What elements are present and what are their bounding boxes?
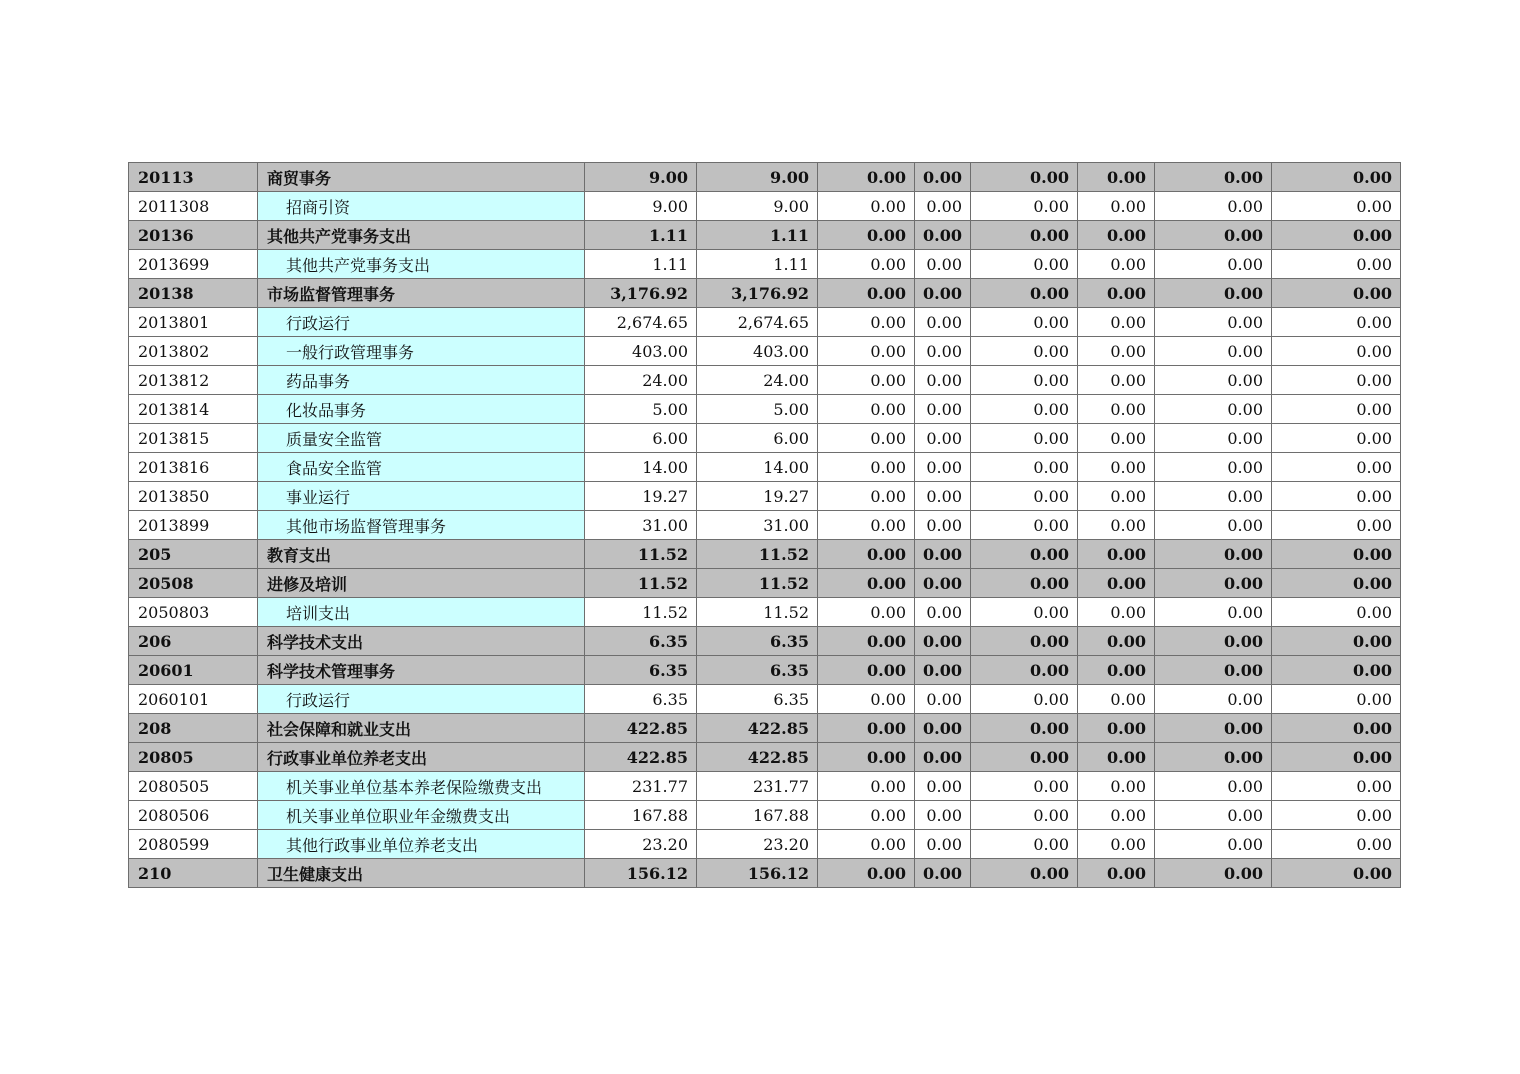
amount-cell: 0.00 bbox=[1078, 163, 1155, 192]
amount-cell: 0.00 bbox=[1078, 598, 1155, 627]
amount-cell: 422.85 bbox=[585, 743, 697, 772]
amount-cell: 422.85 bbox=[697, 714, 818, 743]
amount-cell: 0.00 bbox=[1155, 714, 1272, 743]
subject-name-cell: 质量安全监管 bbox=[258, 424, 585, 453]
amount-cell: 0.00 bbox=[1078, 743, 1155, 772]
amount-cell: 0.00 bbox=[971, 395, 1078, 424]
subject-name-cell: 一般行政管理事务 bbox=[258, 337, 585, 366]
amount-cell: 0.00 bbox=[915, 627, 971, 656]
amount-cell: 0.00 bbox=[1078, 772, 1155, 801]
amount-cell: 167.88 bbox=[697, 801, 818, 830]
subject-code-cell: 2013814 bbox=[129, 395, 258, 424]
amount-cell: 0.00 bbox=[1155, 366, 1272, 395]
amount-cell: 0.00 bbox=[971, 279, 1078, 308]
amount-cell: 1.11 bbox=[697, 250, 818, 279]
amount-cell: 0.00 bbox=[1272, 250, 1401, 279]
amount-cell: 0.00 bbox=[1155, 859, 1272, 888]
amount-cell: 0.00 bbox=[818, 598, 915, 627]
amount-cell: 0.00 bbox=[915, 163, 971, 192]
amount-cell: 0.00 bbox=[818, 308, 915, 337]
subject-code-cell: 2011308 bbox=[129, 192, 258, 221]
amount-cell: 2,674.65 bbox=[697, 308, 818, 337]
amount-cell: 0.00 bbox=[1078, 685, 1155, 714]
amount-cell: 6.00 bbox=[697, 424, 818, 453]
amount-cell: 0.00 bbox=[1078, 221, 1155, 250]
amount-cell: 0.00 bbox=[818, 859, 915, 888]
subject-name-cell: 商贸事务 bbox=[258, 163, 585, 192]
amount-cell: 0.00 bbox=[915, 424, 971, 453]
item-row bbox=[129, 685, 1401, 714]
amount-cell: 0.00 bbox=[1078, 424, 1155, 453]
amount-cell: 0.00 bbox=[1272, 308, 1401, 337]
amount-cell: 0.00 bbox=[1272, 424, 1401, 453]
subject-code-cell: 20138 bbox=[129, 279, 258, 308]
subject-code-cell: 2013812 bbox=[129, 366, 258, 395]
amount-cell: 0.00 bbox=[1272, 221, 1401, 250]
item-row bbox=[129, 192, 1401, 221]
amount-cell: 0.00 bbox=[915, 569, 971, 598]
amount-cell: 0.00 bbox=[1155, 801, 1272, 830]
item-row bbox=[129, 308, 1401, 337]
amount-cell: 0.00 bbox=[1078, 279, 1155, 308]
amount-cell: 0.00 bbox=[1272, 801, 1401, 830]
amount-cell: 0.00 bbox=[971, 424, 1078, 453]
amount-cell: 0.00 bbox=[971, 337, 1078, 366]
amount-cell: 0.00 bbox=[971, 743, 1078, 772]
amount-cell: 0.00 bbox=[971, 192, 1078, 221]
amount-cell: 0.00 bbox=[971, 250, 1078, 279]
amount-cell: 0.00 bbox=[971, 830, 1078, 859]
category-row bbox=[129, 627, 1401, 656]
amount-cell: 0.00 bbox=[1078, 830, 1155, 859]
amount-cell: 0.00 bbox=[1272, 337, 1401, 366]
subject-code-cell: 2080599 bbox=[129, 830, 258, 859]
category-row bbox=[129, 656, 1401, 685]
item-row bbox=[129, 511, 1401, 540]
amount-cell: 0.00 bbox=[915, 743, 971, 772]
amount-cell: 31.00 bbox=[585, 511, 697, 540]
amount-cell: 0.00 bbox=[915, 192, 971, 221]
amount-cell: 9.00 bbox=[585, 163, 697, 192]
subject-name-cell: 其他共产党事务支出 bbox=[258, 250, 585, 279]
amount-cell: 9.00 bbox=[697, 163, 818, 192]
category-row bbox=[129, 743, 1401, 772]
amount-cell: 0.00 bbox=[1272, 714, 1401, 743]
amount-cell: 422.85 bbox=[697, 743, 818, 772]
amount-cell: 0.00 bbox=[1078, 714, 1155, 743]
amount-cell: 0.00 bbox=[818, 743, 915, 772]
amount-cell: 0.00 bbox=[818, 714, 915, 743]
amount-cell: 0.00 bbox=[1272, 830, 1401, 859]
amount-cell: 0.00 bbox=[915, 801, 971, 830]
amount-cell: 0.00 bbox=[1155, 192, 1272, 221]
amount-cell: 0.00 bbox=[1155, 685, 1272, 714]
amount-cell: 0.00 bbox=[1155, 395, 1272, 424]
amount-cell: 0.00 bbox=[971, 859, 1078, 888]
item-row bbox=[129, 250, 1401, 279]
amount-cell: 0.00 bbox=[1078, 656, 1155, 685]
amount-cell: 11.52 bbox=[585, 598, 697, 627]
amount-cell: 0.00 bbox=[1272, 163, 1401, 192]
amount-cell: 0.00 bbox=[1155, 221, 1272, 250]
amount-cell: 0.00 bbox=[818, 627, 915, 656]
amount-cell: 0.00 bbox=[1078, 250, 1155, 279]
amount-cell: 6.35 bbox=[697, 656, 818, 685]
amount-cell: 0.00 bbox=[1155, 337, 1272, 366]
subject-code-cell: 206 bbox=[129, 627, 258, 656]
category-row bbox=[129, 279, 1401, 308]
amount-cell: 31.00 bbox=[697, 511, 818, 540]
amount-cell: 3,176.92 bbox=[697, 279, 818, 308]
amount-cell: 19.27 bbox=[697, 482, 818, 511]
amount-cell: 6.35 bbox=[697, 627, 818, 656]
item-row bbox=[129, 801, 1401, 830]
amount-cell: 0.00 bbox=[1272, 366, 1401, 395]
amount-cell: 0.00 bbox=[818, 453, 915, 482]
amount-cell: 0.00 bbox=[971, 482, 1078, 511]
amount-cell: 0.00 bbox=[971, 511, 1078, 540]
amount-cell: 0.00 bbox=[818, 801, 915, 830]
amount-cell: 0.00 bbox=[915, 308, 971, 337]
amount-cell: 403.00 bbox=[697, 337, 818, 366]
subject-code-cell: 208 bbox=[129, 714, 258, 743]
amount-cell: 0.00 bbox=[1155, 511, 1272, 540]
amount-cell: 6.35 bbox=[697, 685, 818, 714]
amount-cell: 11.52 bbox=[585, 569, 697, 598]
amount-cell: 0.00 bbox=[1078, 482, 1155, 511]
amount-cell: 0.00 bbox=[1272, 685, 1401, 714]
amount-cell: 0.00 bbox=[971, 366, 1078, 395]
amount-cell: 0.00 bbox=[818, 395, 915, 424]
amount-cell: 0.00 bbox=[915, 337, 971, 366]
amount-cell: 11.52 bbox=[697, 569, 818, 598]
subject-name-cell: 机关事业单位基本养老保险缴费支出 bbox=[258, 772, 585, 801]
amount-cell: 0.00 bbox=[1272, 569, 1401, 598]
amount-cell: 0.00 bbox=[1272, 279, 1401, 308]
amount-cell: 0.00 bbox=[1155, 250, 1272, 279]
amount-cell: 0.00 bbox=[1078, 308, 1155, 337]
amount-cell: 0.00 bbox=[915, 656, 971, 685]
amount-cell: 0.00 bbox=[818, 511, 915, 540]
amount-cell: 3,176.92 bbox=[585, 279, 697, 308]
subject-code-cell: 2050803 bbox=[129, 598, 258, 627]
item-row bbox=[129, 830, 1401, 859]
category-row bbox=[129, 714, 1401, 743]
subject-name-cell: 行政事业单位养老支出 bbox=[258, 743, 585, 772]
subject-code-cell: 20136 bbox=[129, 221, 258, 250]
amount-cell: 0.00 bbox=[1272, 511, 1401, 540]
amount-cell: 0.00 bbox=[971, 221, 1078, 250]
amount-cell: 0.00 bbox=[1272, 598, 1401, 627]
subject-name-cell: 卫生健康支出 bbox=[258, 859, 585, 888]
subject-name-cell: 市场监督管理事务 bbox=[258, 279, 585, 308]
amount-cell: 0.00 bbox=[1155, 308, 1272, 337]
amount-cell: 0.00 bbox=[818, 569, 915, 598]
amount-cell: 5.00 bbox=[697, 395, 818, 424]
amount-cell: 6.35 bbox=[585, 685, 697, 714]
amount-cell: 0.00 bbox=[1272, 772, 1401, 801]
amount-cell: 0.00 bbox=[1155, 656, 1272, 685]
amount-cell: 9.00 bbox=[697, 192, 818, 221]
amount-cell: 1.11 bbox=[585, 250, 697, 279]
amount-cell: 0.00 bbox=[915, 772, 971, 801]
amount-cell: 156.12 bbox=[585, 859, 697, 888]
amount-cell: 0.00 bbox=[915, 859, 971, 888]
amount-cell: 0.00 bbox=[971, 453, 1078, 482]
subject-name-cell: 药品事务 bbox=[258, 366, 585, 395]
amount-cell: 0.00 bbox=[818, 221, 915, 250]
amount-cell: 11.52 bbox=[697, 598, 818, 627]
subject-code-cell: 2060101 bbox=[129, 685, 258, 714]
amount-cell: 0.00 bbox=[915, 250, 971, 279]
amount-cell: 14.00 bbox=[697, 453, 818, 482]
amount-cell: 0.00 bbox=[818, 830, 915, 859]
amount-cell: 0.00 bbox=[1078, 801, 1155, 830]
subject-code-cell: 205 bbox=[129, 540, 258, 569]
amount-cell: 0.00 bbox=[1155, 163, 1272, 192]
amount-cell: 0.00 bbox=[818, 772, 915, 801]
budget-table-body bbox=[129, 163, 1401, 888]
amount-cell: 403.00 bbox=[585, 337, 697, 366]
amount-cell: 24.00 bbox=[697, 366, 818, 395]
amount-cell: 0.00 bbox=[1078, 337, 1155, 366]
amount-cell: 0.00 bbox=[818, 250, 915, 279]
amount-cell: 0.00 bbox=[1272, 656, 1401, 685]
amount-cell: 0.00 bbox=[1078, 569, 1155, 598]
item-row bbox=[129, 598, 1401, 627]
amount-cell: 0.00 bbox=[915, 366, 971, 395]
amount-cell: 0.00 bbox=[915, 685, 971, 714]
subject-name-cell: 机关事业单位职业年金缴费支出 bbox=[258, 801, 585, 830]
amount-cell: 0.00 bbox=[1272, 453, 1401, 482]
subject-name-cell: 科学技术支出 bbox=[258, 627, 585, 656]
amount-cell: 0.00 bbox=[818, 279, 915, 308]
category-row bbox=[129, 569, 1401, 598]
subject-code-cell: 2013850 bbox=[129, 482, 258, 511]
amount-cell: 0.00 bbox=[1272, 743, 1401, 772]
amount-cell: 0.00 bbox=[1155, 743, 1272, 772]
amount-cell: 6.00 bbox=[585, 424, 697, 453]
amount-cell: 0.00 bbox=[971, 163, 1078, 192]
amount-cell: 0.00 bbox=[1155, 627, 1272, 656]
subject-code-cell: 20805 bbox=[129, 743, 258, 772]
amount-cell: 0.00 bbox=[818, 685, 915, 714]
amount-cell: 0.00 bbox=[1272, 192, 1401, 221]
subject-code-cell: 2013815 bbox=[129, 424, 258, 453]
amount-cell: 2,674.65 bbox=[585, 308, 697, 337]
amount-cell: 0.00 bbox=[1078, 627, 1155, 656]
amount-cell: 11.52 bbox=[697, 540, 818, 569]
amount-cell: 0.00 bbox=[915, 540, 971, 569]
amount-cell: 0.00 bbox=[818, 366, 915, 395]
subject-name-cell: 其他共产党事务支出 bbox=[258, 221, 585, 250]
subject-code-cell: 2013801 bbox=[129, 308, 258, 337]
amount-cell: 0.00 bbox=[818, 540, 915, 569]
category-row bbox=[129, 163, 1401, 192]
subject-code-cell: 2080505 bbox=[129, 772, 258, 801]
amount-cell: 0.00 bbox=[818, 656, 915, 685]
amount-cell: 0.00 bbox=[1155, 598, 1272, 627]
amount-cell: 0.00 bbox=[1155, 424, 1272, 453]
subject-name-cell: 行政运行 bbox=[258, 685, 585, 714]
amount-cell: 0.00 bbox=[1272, 482, 1401, 511]
subject-name-cell: 其他市场监督管理事务 bbox=[258, 511, 585, 540]
amount-cell: 1.11 bbox=[585, 221, 697, 250]
amount-cell: 0.00 bbox=[1155, 540, 1272, 569]
amount-cell: 0.00 bbox=[1155, 279, 1272, 308]
category-row bbox=[129, 221, 1401, 250]
amount-cell: 0.00 bbox=[915, 395, 971, 424]
amount-cell: 0.00 bbox=[1155, 482, 1272, 511]
amount-cell: 0.00 bbox=[1078, 511, 1155, 540]
amount-cell: 167.88 bbox=[585, 801, 697, 830]
amount-cell: 11.52 bbox=[585, 540, 697, 569]
amount-cell: 0.00 bbox=[915, 279, 971, 308]
item-row bbox=[129, 772, 1401, 801]
subject-name-cell: 招商引资 bbox=[258, 192, 585, 221]
amount-cell: 422.85 bbox=[585, 714, 697, 743]
amount-cell: 0.00 bbox=[971, 685, 1078, 714]
budget-table bbox=[128, 162, 1401, 888]
amount-cell: 23.20 bbox=[585, 830, 697, 859]
amount-cell: 5.00 bbox=[585, 395, 697, 424]
subject-code-cell: 2013699 bbox=[129, 250, 258, 279]
item-row bbox=[129, 482, 1401, 511]
amount-cell: 0.00 bbox=[1078, 395, 1155, 424]
amount-cell: 0.00 bbox=[971, 540, 1078, 569]
item-row bbox=[129, 395, 1401, 424]
amount-cell: 0.00 bbox=[1078, 540, 1155, 569]
item-row bbox=[129, 453, 1401, 482]
amount-cell: 0.00 bbox=[818, 482, 915, 511]
subject-name-cell: 化妆品事务 bbox=[258, 395, 585, 424]
amount-cell: 14.00 bbox=[585, 453, 697, 482]
subject-name-cell: 其他行政事业单位养老支出 bbox=[258, 830, 585, 859]
subject-code-cell: 2080506 bbox=[129, 801, 258, 830]
subject-code-cell: 20601 bbox=[129, 656, 258, 685]
category-row bbox=[129, 859, 1401, 888]
amount-cell: 0.00 bbox=[971, 656, 1078, 685]
category-row bbox=[129, 540, 1401, 569]
amount-cell: 9.00 bbox=[585, 192, 697, 221]
amount-cell: 23.20 bbox=[697, 830, 818, 859]
subject-code-cell: 2013816 bbox=[129, 453, 258, 482]
amount-cell: 0.00 bbox=[1272, 395, 1401, 424]
amount-cell: 0.00 bbox=[915, 453, 971, 482]
amount-cell: 0.00 bbox=[971, 772, 1078, 801]
amount-cell: 231.77 bbox=[697, 772, 818, 801]
subject-code-cell: 20113 bbox=[129, 163, 258, 192]
subject-code-cell: 2013899 bbox=[129, 511, 258, 540]
amount-cell: 0.00 bbox=[915, 221, 971, 250]
amount-cell: 0.00 bbox=[1078, 859, 1155, 888]
subject-name-cell: 教育支出 bbox=[258, 540, 585, 569]
amount-cell: 0.00 bbox=[818, 192, 915, 221]
subject-code-cell: 210 bbox=[129, 859, 258, 888]
subject-code-cell: 2013802 bbox=[129, 337, 258, 366]
amount-cell: 6.35 bbox=[585, 656, 697, 685]
item-row bbox=[129, 366, 1401, 395]
amount-cell: 0.00 bbox=[818, 163, 915, 192]
subject-name-cell: 食品安全监管 bbox=[258, 453, 585, 482]
subject-name-cell: 事业运行 bbox=[258, 482, 585, 511]
amount-cell: 1.11 bbox=[697, 221, 818, 250]
amount-cell: 0.00 bbox=[915, 598, 971, 627]
subject-name-cell: 培训支出 bbox=[258, 598, 585, 627]
amount-cell: 0.00 bbox=[971, 598, 1078, 627]
amount-cell: 0.00 bbox=[1272, 627, 1401, 656]
amount-cell: 19.27 bbox=[585, 482, 697, 511]
item-row bbox=[129, 424, 1401, 453]
amount-cell: 0.00 bbox=[915, 830, 971, 859]
amount-cell: 24.00 bbox=[585, 366, 697, 395]
item-row bbox=[129, 337, 1401, 366]
amount-cell: 0.00 bbox=[971, 714, 1078, 743]
amount-cell: 6.35 bbox=[585, 627, 697, 656]
subject-name-cell: 进修及培训 bbox=[258, 569, 585, 598]
amount-cell: 0.00 bbox=[1155, 453, 1272, 482]
amount-cell: 0.00 bbox=[818, 337, 915, 366]
subject-name-cell: 科学技术管理事务 bbox=[258, 656, 585, 685]
subject-name-cell: 行政运行 bbox=[258, 308, 585, 337]
amount-cell: 231.77 bbox=[585, 772, 697, 801]
amount-cell: 0.00 bbox=[1155, 830, 1272, 859]
subject-name-cell: 社会保障和就业支出 bbox=[258, 714, 585, 743]
amount-cell: 0.00 bbox=[971, 569, 1078, 598]
amount-cell: 0.00 bbox=[1078, 453, 1155, 482]
amount-cell: 0.00 bbox=[915, 511, 971, 540]
amount-cell: 0.00 bbox=[915, 482, 971, 511]
subject-code-cell: 20508 bbox=[129, 569, 258, 598]
amount-cell: 0.00 bbox=[1155, 569, 1272, 598]
amount-cell: 0.00 bbox=[818, 424, 915, 453]
amount-cell: 156.12 bbox=[697, 859, 818, 888]
amount-cell: 0.00 bbox=[1272, 859, 1401, 888]
amount-cell: 0.00 bbox=[971, 308, 1078, 337]
amount-cell: 0.00 bbox=[915, 714, 971, 743]
amount-cell: 0.00 bbox=[1155, 772, 1272, 801]
amount-cell: 0.00 bbox=[1078, 366, 1155, 395]
amount-cell: 0.00 bbox=[971, 627, 1078, 656]
amount-cell: 0.00 bbox=[1272, 540, 1401, 569]
amount-cell: 0.00 bbox=[971, 801, 1078, 830]
amount-cell: 0.00 bbox=[1078, 192, 1155, 221]
